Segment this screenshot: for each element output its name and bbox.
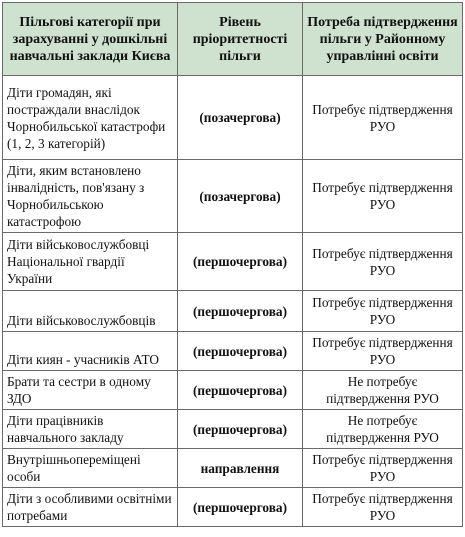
table-row xyxy=(3,410,463,449)
category-cell: Діти громадян, які постраждали внаслідок Чорнобильської катастрофи (1, 2, 3 категорій) xyxy=(3,76,178,160)
benefits-table xyxy=(2,2,463,527)
header-category: Пільгові категорії при зарахуванні у дошкільні навчальні заклади Києва xyxy=(3,3,178,76)
confirmation-cell: Потребує підтвердження РУО xyxy=(303,291,463,332)
table-row xyxy=(3,449,463,488)
category-cell: Діти, яким встановлено інвалідність, пов'язану з Чорнобильською катастрофою xyxy=(3,160,178,233)
priority-level-cell: (першочергова) xyxy=(178,371,303,410)
table-row xyxy=(3,160,463,233)
confirmation-cell: Потребує підтвердження РУО xyxy=(303,449,463,488)
table-row xyxy=(3,76,463,160)
header-row xyxy=(3,3,463,76)
table-row xyxy=(3,332,463,371)
category-cell: Діти військовослужбовці Національної гвардії України xyxy=(3,233,178,291)
category-cell: Діти з особливими освітніми потребами xyxy=(3,488,178,527)
priority-level-cell: (першочергова) xyxy=(178,410,303,449)
table-row xyxy=(3,291,463,332)
priority-level-cell: (позачергова) xyxy=(178,76,303,160)
category-cell: Діти киян - учасників АТО xyxy=(3,332,178,371)
priority-level-cell: (першочергова) xyxy=(178,332,303,371)
priority-level-cell: (позачергова) xyxy=(178,160,303,233)
category-cell: Брати та сестри в одному ЗДО xyxy=(3,371,178,410)
confirmation-cell: Не потребує підтвердження РУО xyxy=(303,410,463,449)
priority-level-cell: направлення xyxy=(178,449,303,488)
confirmation-cell: Потребує підтвердження РУО xyxy=(303,332,463,371)
confirmation-cell: Не потребує підтвердження РУО xyxy=(303,371,463,410)
header-priority-level: Рівень пріоритетності пільги xyxy=(178,3,303,76)
confirmation-cell: Потребує підтвердження РУО xyxy=(303,160,463,233)
category-cell: Внутрішньопереміщені особи xyxy=(3,449,178,488)
table-row xyxy=(3,233,463,291)
priority-level-cell: (першочергова) xyxy=(178,233,303,291)
category-cell: Діти військовослужбовців xyxy=(3,291,178,332)
priority-level-cell: (першочергова) xyxy=(178,291,303,332)
confirmation-cell: Потребує підтвердження РУО xyxy=(303,233,463,291)
category-cell: Діти працівників навчального закладу xyxy=(3,410,178,449)
header-confirmation: Потреба підтвердження пільги у Районному управлінні освіти xyxy=(303,3,463,76)
table-row xyxy=(3,371,463,410)
table-row xyxy=(3,488,463,527)
confirmation-cell: Потребує підтвердження РУО xyxy=(303,76,463,160)
priority-level-cell: (першочергова) xyxy=(178,488,303,527)
confirmation-cell: Потребує підтвердження РУО xyxy=(303,488,463,527)
